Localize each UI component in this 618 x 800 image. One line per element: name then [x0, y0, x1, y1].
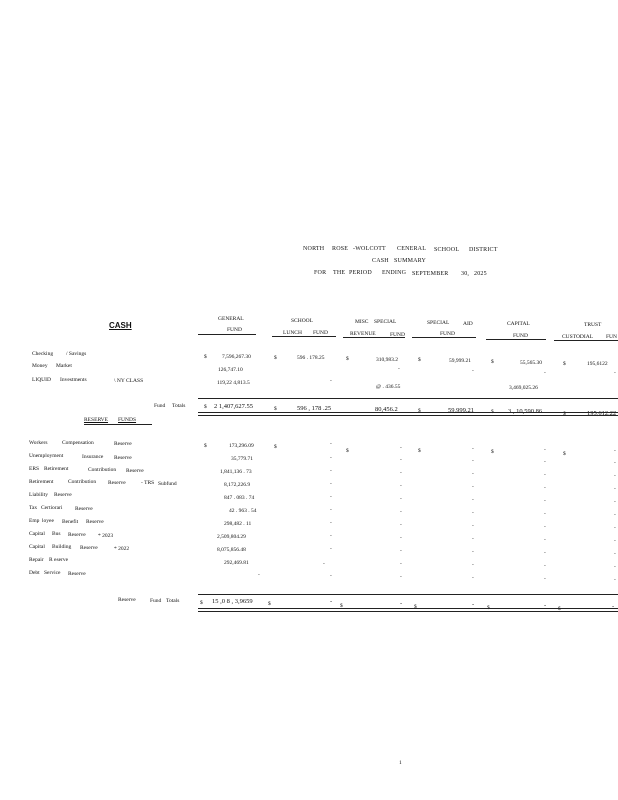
cell-value: -	[330, 441, 332, 447]
cell-value: -	[400, 470, 402, 476]
header-word: SEPTEMBER	[412, 271, 449, 277]
cell-value: -	[544, 550, 546, 556]
currency-sign: $	[274, 444, 277, 450]
cell-value: -	[472, 484, 474, 490]
cell-value: -	[544, 511, 546, 517]
cell-value: 7,596,267.30	[222, 354, 251, 360]
cell-value: -	[400, 535, 402, 541]
row-label: - TRS	[141, 480, 155, 486]
cell-value: -	[614, 577, 616, 583]
row-label: Money	[32, 363, 48, 369]
cell-value: -	[330, 546, 332, 552]
cell-value: 1,841,136 . 73	[220, 469, 252, 475]
row-label: Retirement	[29, 479, 54, 485]
cell-value: -	[472, 497, 474, 503]
cell-value: -	[330, 520, 332, 526]
row-label: Liability	[29, 492, 48, 498]
fund-total-value: 2 1,407,627.55	[214, 403, 253, 410]
cell-value: @ . 436.55	[376, 384, 401, 390]
reserve-title-underline	[84, 424, 152, 425]
fund-total-value: 3 , 10,590.86	[508, 408, 543, 415]
column-header: REVENUE	[350, 331, 376, 337]
row-label: \ NY CLASS	[114, 378, 144, 384]
subtotal-rule	[198, 594, 618, 595]
cell-value: -	[614, 486, 616, 492]
currency-sign: $	[274, 406, 277, 412]
cell-value: -	[544, 498, 546, 504]
currency-sign: $	[491, 359, 494, 365]
row-label: Reserve	[54, 492, 72, 498]
cell-value: -	[472, 575, 474, 581]
cell-value: 195,6122	[587, 361, 608, 367]
column-header: CAPITAL	[507, 321, 530, 327]
row-label: Reserve	[80, 545, 98, 551]
fund-total-value: 59,999.21	[448, 407, 474, 414]
currency-sign: $	[487, 605, 490, 611]
row-label: Service	[44, 570, 61, 576]
cell-value: -	[400, 522, 402, 528]
header-word: ENDING	[382, 270, 407, 276]
row-label: Subfund	[158, 481, 177, 487]
column-underline	[554, 340, 618, 341]
cell-value: 292,469.81	[224, 560, 249, 566]
column-header: CUSTODIAL	[562, 334, 594, 340]
currency-sign: $	[340, 603, 343, 609]
cell-value: -	[400, 445, 402, 451]
column-underline	[486, 339, 546, 340]
row-label: Benefit	[62, 519, 79, 525]
row-label: Reserve	[114, 441, 132, 447]
cell-value: -	[544, 524, 546, 530]
column-header: SCHOOL	[291, 318, 314, 324]
cell-value: 42 . 963 . 54	[229, 508, 257, 514]
header-word: -WOLCOTT	[353, 246, 386, 252]
row-label: Tax	[29, 505, 38, 511]
header-word: FOR	[314, 270, 327, 276]
cell-value: -	[614, 538, 616, 544]
reserve-total-value: -	[330, 598, 333, 605]
header-word: SUMMARY	[394, 258, 427, 264]
cell-value: -	[400, 496, 402, 502]
column-header: FUND	[440, 331, 455, 337]
row-label: Certiorari	[41, 505, 63, 511]
column-header: FUND	[313, 330, 328, 336]
cell-value: -	[330, 468, 332, 474]
total-double-rule	[198, 608, 618, 612]
cell-value: -	[330, 378, 332, 384]
row-label: Repair	[29, 557, 44, 563]
cell-value: -	[614, 564, 616, 570]
cell-value: -	[544, 485, 546, 491]
row-label: Retirement	[44, 466, 69, 472]
cell-value: -	[258, 572, 260, 578]
currency-sign: $	[268, 601, 271, 607]
currency-sign: $	[204, 354, 207, 360]
row-label: Compensation	[62, 440, 94, 446]
cell-value: -	[544, 576, 546, 582]
cell-value: -	[472, 446, 474, 452]
row-label: LIQUID	[32, 377, 51, 383]
header-word: DISTRICT	[469, 247, 498, 253]
cell-value: -	[472, 368, 474, 374]
cell-value: -	[330, 481, 332, 487]
cell-value: 35,779.71	[231, 456, 253, 462]
cell-value: -	[614, 473, 616, 479]
row-label: Unemployment	[29, 453, 64, 459]
cell-value: -	[614, 448, 616, 454]
subtotal-rule	[198, 398, 618, 399]
column-header: MISC	[355, 319, 369, 325]
currency-sign: $	[414, 604, 417, 610]
reserve-total-value: -	[544, 602, 547, 609]
cell-value: 119,22 4,813.5	[217, 380, 250, 386]
cell-value: -	[330, 573, 332, 579]
cell-value: 596 . 178.25	[297, 355, 325, 361]
page-number: 1	[399, 760, 402, 766]
cell-value: 8,075,856.48	[217, 547, 246, 553]
row-label: Contribution	[88, 467, 117, 473]
row-label: Fund	[154, 403, 166, 409]
cell-value: -	[614, 512, 616, 518]
column-header: TRUST	[584, 322, 602, 328]
cell-value: -	[472, 562, 474, 568]
row-label: ERS	[29, 466, 40, 472]
row-label: Reserve	[118, 597, 136, 603]
header-word: THE	[333, 270, 346, 276]
column-underline	[272, 336, 336, 337]
currency-sign: $	[204, 443, 207, 449]
row-label: Building	[52, 544, 72, 550]
cell-value: 126,747.10	[218, 367, 243, 373]
cell-value: -	[330, 455, 332, 461]
column-header: SPECIAL	[427, 320, 450, 326]
header-word: SCHOOL	[434, 247, 460, 253]
cell-value: 298,482 . 11	[224, 521, 252, 527]
reserve-total-value: -	[612, 603, 615, 610]
cell-value: -	[472, 510, 474, 516]
row-label: Debt	[29, 570, 40, 576]
cell-value: -	[400, 509, 402, 515]
cell-value: -	[398, 366, 400, 372]
section-title-cash: CASH	[109, 321, 132, 330]
column-underline	[198, 334, 256, 335]
cell-value: -	[614, 460, 616, 466]
cell-value: -	[544, 370, 546, 376]
row-label: Workers	[29, 440, 48, 446]
cell-value: -	[323, 561, 325, 567]
cell-value: -	[472, 458, 474, 464]
column-header: LUNCH	[283, 330, 302, 336]
currency-sign: $	[274, 355, 277, 361]
row-label: / Savings	[66, 351, 87, 357]
currency-sign: $	[491, 449, 494, 455]
cell-value: 59,999.21	[449, 358, 471, 364]
row-label: Reserve	[75, 506, 93, 512]
row-label: Capital	[29, 544, 45, 550]
row-label: Reserve	[126, 468, 144, 474]
cell-value: 2,509,804.29	[217, 534, 246, 540]
currency-sign: $	[200, 600, 203, 606]
column-header: SPECIAL	[374, 319, 397, 325]
cell-value: 3,469,025.26	[509, 385, 538, 391]
column-header: AID	[463, 321, 473, 327]
cell-value: -	[544, 459, 546, 465]
cell-value: -	[400, 548, 402, 554]
row-label: Totals	[172, 403, 186, 409]
row-label: * 2022	[114, 546, 130, 552]
column-underline	[412, 337, 476, 338]
column-header: GENERAL	[218, 316, 244, 322]
cell-value: -	[472, 536, 474, 542]
column-header: FUND	[227, 327, 242, 333]
currency-sign: $	[346, 356, 349, 362]
section-title-reserve: RESERVE	[84, 417, 109, 423]
row-label: * 2023	[98, 533, 114, 539]
column-header: FUN	[606, 334, 618, 340]
cell-value: -	[614, 499, 616, 505]
currency-sign: $	[346, 448, 349, 454]
section-title-reserve: FUNDS	[118, 417, 137, 423]
fund-total-value: 195,612.22	[587, 410, 617, 417]
header-word: CENERAL	[397, 246, 427, 252]
column-header: FUND	[513, 333, 528, 339]
cell-value: -	[330, 533, 332, 539]
row-label: Checking	[32, 351, 54, 357]
column-underline	[343, 337, 405, 338]
header-word: ROSE	[332, 246, 349, 252]
currency-sign: $	[204, 404, 207, 410]
cell-value: -	[330, 507, 332, 513]
fund-total-value: 596 , 178 .25	[297, 405, 332, 412]
cell-value: -	[400, 457, 402, 463]
currency-sign: $	[418, 448, 421, 454]
header-word: PERIOD	[349, 270, 372, 276]
cell-value: 847 . 083 . 74	[224, 495, 255, 501]
currency-sign: $	[491, 409, 494, 415]
row-label: R eserve	[49, 557, 69, 563]
currency-sign: $	[418, 408, 421, 414]
reserve-total-value: -	[472, 601, 475, 608]
row-label: Emp	[29, 518, 40, 524]
row-label: Reserve	[86, 519, 104, 525]
row-label: Reserve	[68, 571, 86, 577]
row-label: Market	[56, 363, 72, 369]
cell-value: -	[400, 574, 402, 580]
header-word: CASH	[372, 258, 389, 264]
header-word: 30,	[461, 271, 470, 277]
row-label: Totals	[166, 598, 180, 604]
cell-value: -	[544, 447, 546, 453]
cell-value: -	[472, 523, 474, 529]
total-double-rule	[198, 412, 618, 416]
currency-sign: $	[563, 451, 566, 457]
cell-value: -	[544, 472, 546, 478]
cell-value: 8,172,226.9	[224, 482, 251, 488]
reserve-total-value: 15 ,0 8 , 3,9659	[212, 598, 253, 605]
header-word: 2025	[474, 271, 487, 277]
row-label: loyee	[42, 518, 54, 524]
currency-sign: $	[418, 357, 421, 363]
cell-value: -	[544, 563, 546, 569]
row-label: Insurance	[82, 454, 104, 460]
fund-total-value: 80,456.2	[375, 406, 398, 413]
cell-value: -	[614, 525, 616, 531]
row-label: Capital	[29, 531, 45, 537]
row-label: Reserve	[114, 455, 132, 461]
currency-sign: $	[563, 361, 566, 367]
currency-sign: $	[558, 606, 561, 612]
cell-value: 55,565.30	[520, 360, 542, 366]
row-label: Investments	[60, 377, 87, 383]
cell-value: -	[400, 483, 402, 489]
cell-value: -	[472, 471, 474, 477]
reserve-total-value: -	[400, 600, 403, 607]
currency-sign: $	[563, 411, 566, 417]
cell-value: -	[614, 551, 616, 557]
cell-value: -	[614, 370, 616, 376]
cell-value: 310,983.2	[376, 357, 398, 363]
cell-value: -	[472, 549, 474, 555]
column-header: FUND	[390, 332, 405, 338]
cell-value: -	[400, 561, 402, 567]
cell-value: 173,296.09	[229, 443, 254, 449]
row-label: Reserve	[68, 532, 86, 538]
row-label: Reserve	[108, 480, 126, 486]
header-word: NORTH	[303, 246, 325, 252]
row-label: Contribution	[68, 479, 97, 485]
row-label: Bus	[52, 531, 61, 537]
row-label: Fund	[150, 598, 162, 604]
cell-value: -	[544, 537, 546, 543]
cell-value: -	[330, 494, 332, 500]
